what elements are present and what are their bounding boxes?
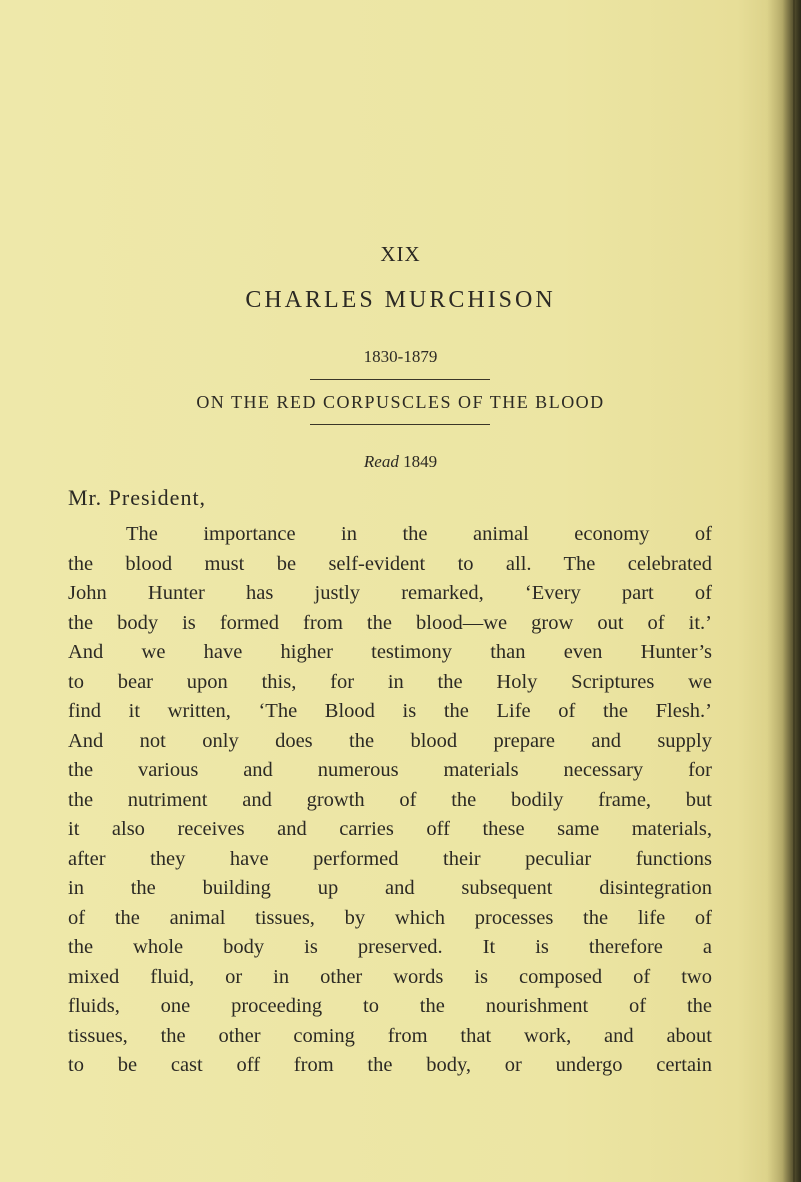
text-line: mixed fluid, or in other words is composed of two [68,965,712,988]
chapter-number: XIX [380,242,421,266]
text-line: fluids, one proceeding to the nourishment of the [68,995,712,1017]
title-rule-bottom [310,424,490,425]
author-name: CHARLES MURCHISON [245,287,556,313]
text-line: the nutriment and growth of the bodily frame, but [68,788,712,811]
text-line: The importance in the animal economy of [126,523,712,545]
text-line: And we have higher testimony than even Hunter’s [68,641,712,663]
page-edge-line [793,0,795,1182]
text-line: the whole body is preserved. It is therefore a [68,936,712,958]
text-line: it also receives and carries off these same materials, [68,818,712,840]
text-line: the body is formed from the blood—we grow out of it.’ [68,611,712,634]
title-rule-top [310,379,490,380]
text-line: in the building up and subsequent disintegration [68,877,712,899]
text-line: to be cast off from the body, or undergo certain [68,1054,712,1076]
page-edge-shadow [767,0,801,1182]
salutation: Mr. President, [68,485,207,510]
read-label: Read [363,452,399,471]
read-date [0,452,801,472]
paper-title: ON THE RED CORPUSCLES OF THE BLOOD [196,392,605,412]
text-line: find it written, ‘The Blood is the Life of the Flesh.’ [68,700,712,722]
text-line: to bear upon this, for in the Holy Scriptures we [68,670,712,693]
text-line: after they have performed their peculiar functions [68,847,712,870]
text-line: And not only does the blood prepare and supply [68,729,712,752]
text-line: the blood must be self-evident to all. The celebrated [68,552,712,575]
text-line: of the animal tissues, by which processes the life of [68,906,712,929]
text-line: John Hunter has justly remarked, ‘Every part of [68,582,712,604]
text-line: tissues, the other coming from that work, and about [68,1024,712,1047]
text-line: the various and numerous materials necessary for [68,759,712,781]
read-year: 1849 [403,452,438,471]
author-dates: 1830-1879 [363,347,438,366]
body-text [68,520,712,1081]
